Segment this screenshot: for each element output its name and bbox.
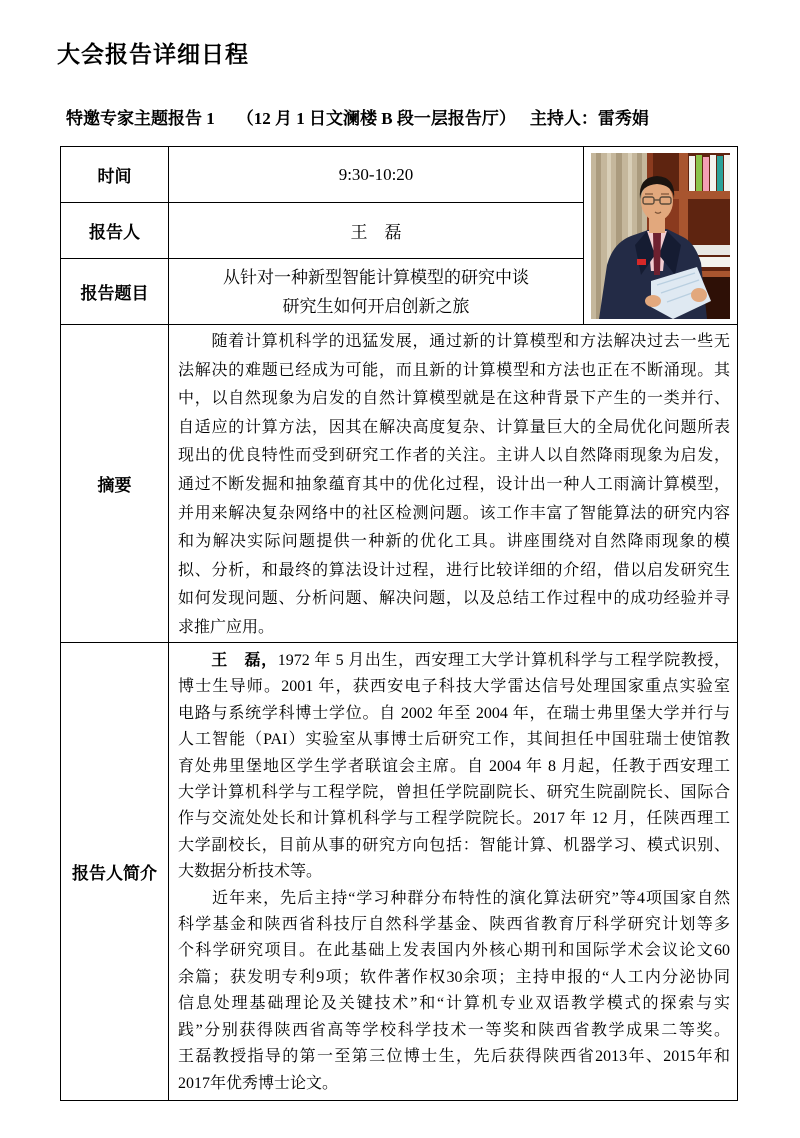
text-line: 科学基金和陕西省科技厅自然科学基金、陕西省教育厅科学研究计划等多 [178,916,730,934]
text-line: 通过不断发掘和抽象蕴育其中的优化过程，设计出一种人工雨滴计算模型， [178,475,730,493]
text-line: 近年来，先后主持“学习种群分布特性的演化算法研究”等4项国家自然 [178,889,730,907]
session-venue: （12 月 1 日文澜楼 B 段一层报告厅） [236,109,516,128]
text-line: 信息处理基础理论及关键技术”和“计算机专业双语教学模式的探索与实 [178,995,730,1013]
speaker-photo-illustration [591,153,730,319]
text-line: 自适应的计算方法，因其在解决高度复杂、计算量巨大的全局优化问题所表 [178,418,730,436]
text-line: 大学计算机科学与工程学院，曾担任学院副院长、研究生院副院长、国际合 [178,784,730,802]
text-line: 大数据分析技术等。 [178,863,323,881]
text-line: 并用来解决复杂网络中的社区检测问题。该工作丰富了智能算法的研究内容 [178,504,730,522]
text-line: 个科学研究项目。在此基础上发表国内外核心期刊和国际学术会议论文60 [178,942,730,960]
text-line: 践”分别获得陕西省高等学校科学技术一等奖和陕西省教学成果二等奖。 [178,1021,730,1039]
photo-tie [653,233,661,275]
text-line: 人工智能（PAI）实验室从事博士后研究工作，其间担任中国驻瑞士使馆教 [178,731,730,749]
text-line: 法解决的难题已经成为可能，而且新的计算模型和方法也正在不断涌现。其 [178,361,730,379]
text-line: 如何发现问题、分析问题、解决问题，以及总结工作过程中的成功经验并寻 [178,590,730,608]
time-value: 9:30-10:20 [169,147,584,203]
photo-hand-left [645,295,661,307]
schedule-table [60,146,738,1101]
bio-text [169,643,737,1100]
session-header [66,104,649,129]
text-line: 王 磊，1972 年 5 月出生，西安理工大学计算机科学与工程学院教授， [178,652,730,669]
text-line: 和为解决实际问题提供一种新的优化工具。讲座围绕对自然降雨现象的模 [178,533,730,551]
row-label-time: 时间 [61,147,169,203]
row-label-talk-title: 报告题目 [61,259,169,325]
text-line: 2017年优秀博士论文。 [178,1074,339,1092]
photo-hand-right [691,288,707,302]
text-line: 王磊教授指导的第一至第三位博士生，先后获得陕西省2013年、2015年和 [178,1048,730,1066]
row-label-abstract: 摘要 [61,325,169,643]
text-line: 拟、分析，和最终的算法设计过程，进行比较详细的介绍，借以启发研究生 [178,561,730,579]
text-line: 电路与系统学科博士学位。自 2002 年至 2004 年，在瑞士弗里堡大学并行与 [178,704,730,722]
text-line: 求推广应用。 [178,618,275,636]
speaker-photo [591,153,730,319]
photo-badge [637,259,646,265]
row-label-bio: 报告人简介 [61,643,169,1100]
text-line: 大学副校长，目前从事的研究方向包括：智能计算、机器学习、模式识别、 [178,836,730,854]
text-line: 作与交流处处长和计算机科学与工程学院院长。2017 年 12 月，任陕西理工 [178,810,730,828]
abstract-text [169,325,737,643]
text-line: 现出的优良特性而受到研究工作者的关注。主讲人以自然降雨现象为启发， [178,447,730,465]
row-label-speaker: 报告人 [61,203,169,259]
speaker-photo-cell [584,147,737,325]
text-line: 中，以自然现象为启发的自然计算模型就是在这种背景下产生的一类并行、 [178,390,730,408]
text-line: 研究生如何开启创新之旅 [282,296,470,316]
talk-title [169,259,584,325]
page-title: 大会报告详细日程 [57,42,249,67]
session-name: 特邀专家主题报告 1 [66,109,215,128]
text-line: 余篇；获发明专利9项；软件著作权30余项；主持申报的“人工内分泌协同 [178,968,730,986]
text-line: 博士生导师。2001 年，获西安电子科技大学雷达信号处理国家重点实验室 [178,678,730,696]
text-line: 育处弗里堡地区学生学者联谊会主席。自 2004 年 8 月起，任教于西安理工 [178,757,730,775]
session-host: 主持人：雷秀娟 [529,109,649,128]
text-line: 从针对一种新型智能计算模型的研究中谈 [223,267,529,287]
speaker-name: 王 磊 [169,203,584,259]
text-line: 随着计算机科学的迅猛发展，通过新的计算模型和方法解决过去一些无 [178,333,730,350]
